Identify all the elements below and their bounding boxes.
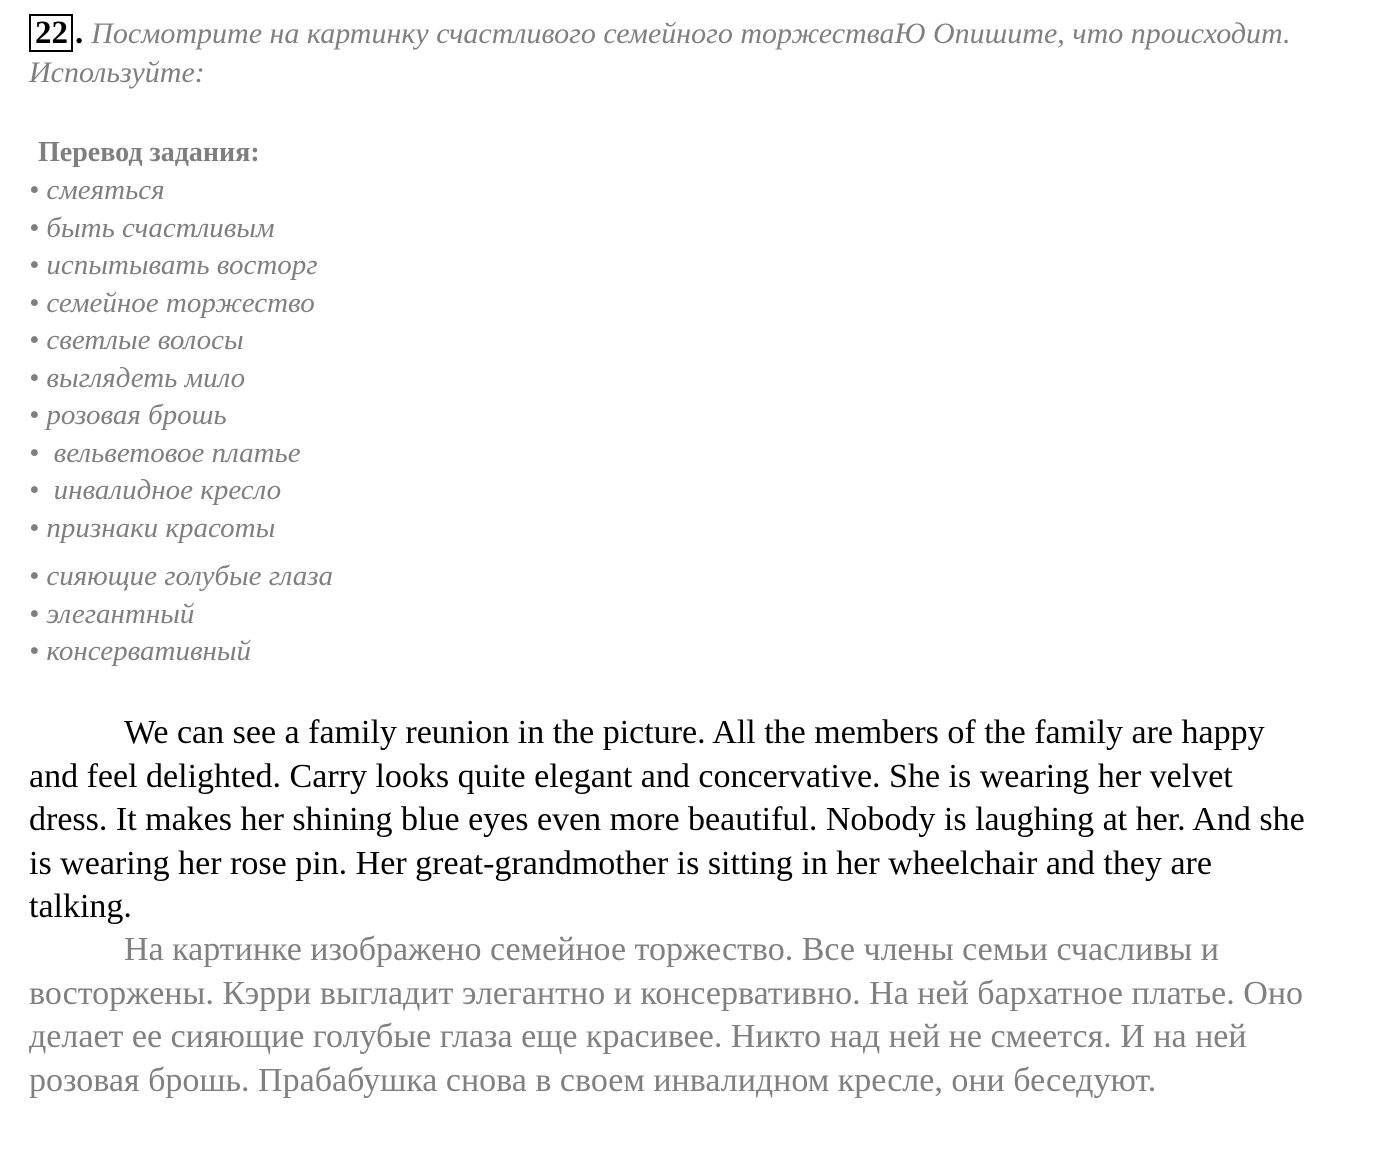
vocabulary-item: • сияющие голубые глаза [29,560,334,592]
vocabulary-item: • выглядеть мило [29,361,246,394]
vocabulary-item: • признаки красоты [29,511,276,544]
vocabulary-item: • элегантный [29,597,195,630]
vocabulary-item: • семейное торжество [29,286,315,319]
vocabulary-item: • инвалидное кресло [29,474,282,506]
translation-heading: Перевод задания: [38,137,260,168]
answer-russian: На картинке изображено семейное торжество. Все члены семьи счасливы и восторжены. Кэрри выгладит элегантно и консервативно. На ней бархатное платье. Оно делает ее сияющие голубые глаза еще красивее. Никто над ней не смеется. И на ней розовая брошь. Прабабушка снова в своем инвалидном кресле, они беседуют. [29,931,1304,1099]
vocabulary-item: • светлые волосы [29,324,244,356]
vocabulary-item: • вельветовое платье [29,436,301,469]
vocabulary-item: • розовая брошь [29,399,227,431]
task-instruction: Посмотрите на картинку счастливого семейного торжестваЮ Опишите, что происходит. Используйте: [29,17,1291,89]
vocabulary-item: • смеяться [29,174,165,206]
vocabulary-item: • испытывать восторг [29,249,318,281]
vocabulary-item: • консервативный [29,635,252,667]
answer-english: We can see a family reunion in the picture. All the members of the family are happy and feel delighted. Carry looks quite elegant and concervative. She is wearing her velvet dress. It makes her shining blue eyes even more beautiful. Nobody is laughing at her. And she is wearing her rose pin. Her great-grandmother is sitting in her wheelchair and they are talking. [29,714,1305,925]
vocabulary-item: • быть счастливым [29,211,275,244]
task-number-box: 22 [29,14,73,52]
task-header [29,14,1349,92]
vocabulary-list [29,172,333,671]
task-number-dot: . [75,15,84,51]
